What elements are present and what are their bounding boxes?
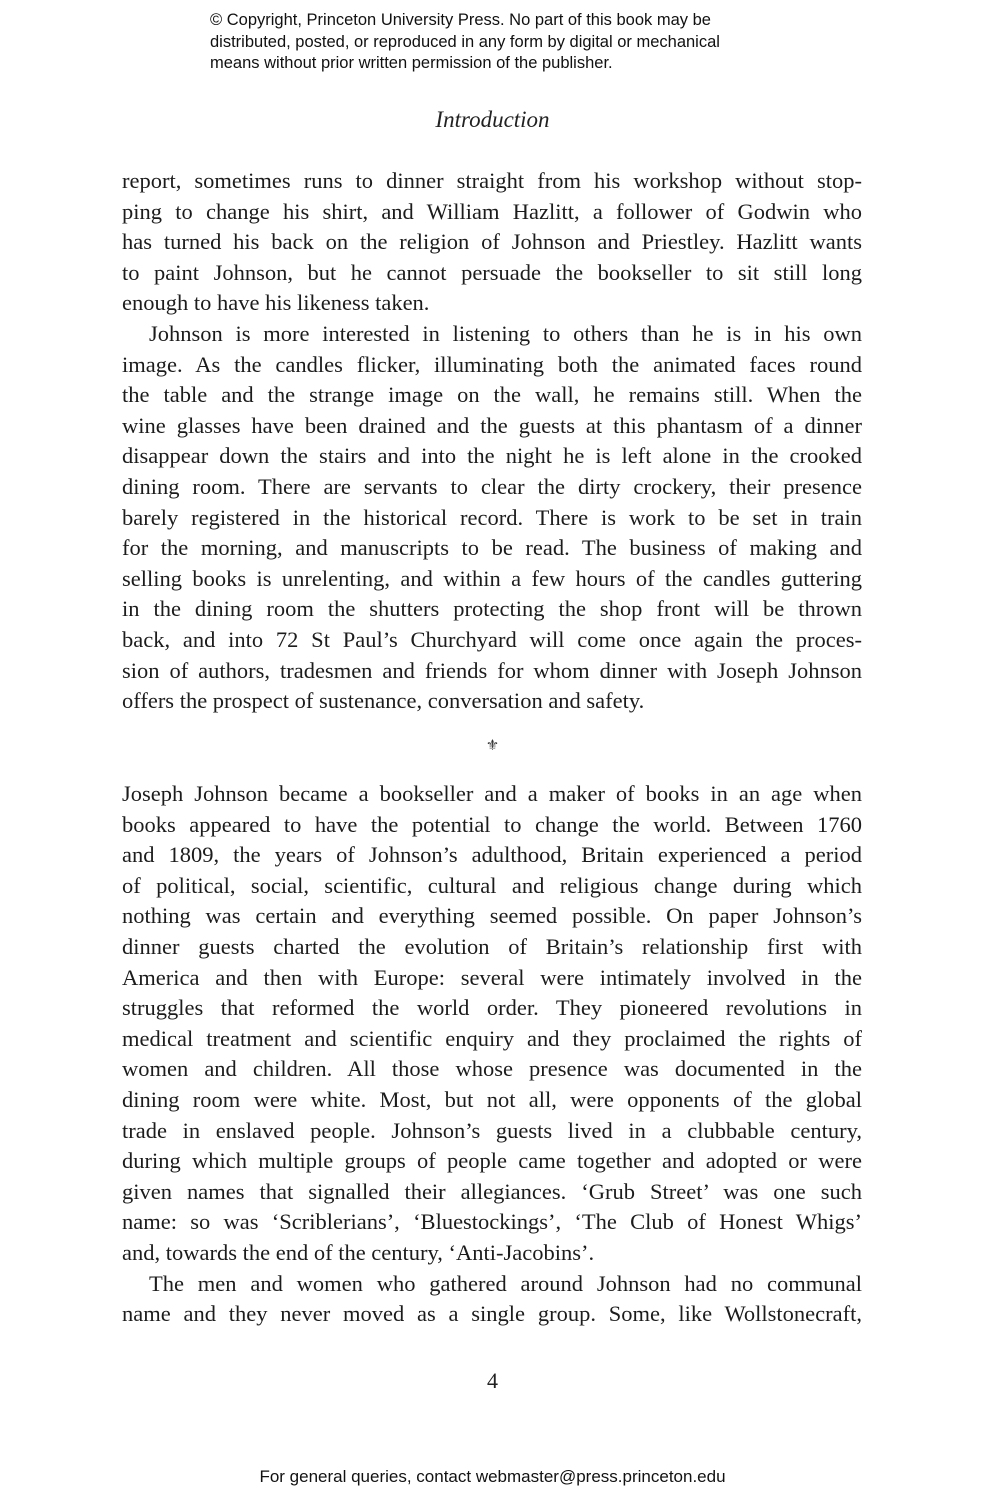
text-line: medical treatment and scientific enquiry and they proclaimed the rights of bbox=[122, 1025, 862, 1051]
text-line: during which multiple groups of people came together and adopted or were bbox=[122, 1148, 862, 1174]
copyright-line: means without prior written permission of the publisher. bbox=[210, 54, 613, 72]
text-line: and, towards the end of the century, ‘Anti-Jacobins’. bbox=[122, 1239, 595, 1265]
copyright-line: distributed, posted, or reproduced in any form by digital or mechanical bbox=[210, 32, 720, 51]
text-line: dining room. There are servants to clear the dirty crockery, their presence bbox=[122, 473, 862, 499]
text-line: has turned his back on the religion of Johnson and Priestley. Hazlitt wants bbox=[122, 229, 862, 255]
text-line: name and they never moved as a single group. Some, like Wollstonecraft, bbox=[122, 1301, 862, 1327]
text-line: barely registered in the historical record. There is work to be set in train bbox=[122, 504, 862, 530]
text-line: for the morning, and manuscripts to be read. The business of making and bbox=[122, 535, 862, 561]
fleuron-divider-icon: ⚜ bbox=[485, 736, 500, 754]
copyright-line: © Copyright, Princeton University Press. No part of this book may be bbox=[210, 11, 711, 29]
body-text-section-1 bbox=[122, 166, 862, 717]
text-line: women and children. All those whose presence was documented in the bbox=[122, 1056, 862, 1082]
footer-contact: For general queries, contact webmaster@press.princeton.edu bbox=[259, 1467, 726, 1486]
text-line: Joseph Johnson became a bookseller and a maker of books in an age when bbox=[122, 781, 862, 806]
text-line: disappear down the stairs and into the night he is left alone in the crooked bbox=[122, 443, 862, 469]
text-line: back, and into 72 St Paul’s Churchyard will come once again the proces- bbox=[122, 626, 862, 652]
text-line: struggles that reformed the world order. They pioneered revolutions in bbox=[122, 995, 862, 1021]
text-line: enough to have his likeness taken. bbox=[122, 290, 430, 316]
text-line: dinner guests charted the evolution of Britain’s relationship first with bbox=[122, 933, 862, 959]
text-line: name: so was ‘Scriblerians’, ‘Bluestockings’, ‘The Club of Honest Whigs’ bbox=[122, 1209, 862, 1235]
text-line: books appeared to have the potential to change the world. Between 1760 bbox=[122, 811, 862, 837]
text-line: nothing was certain and everything seemed possible. On paper Johnson’s bbox=[122, 903, 862, 929]
text-line: selling books is unrelenting, and within a few hours of the candles guttering bbox=[122, 565, 862, 591]
text-line: offers the prospect of sustenance, conversation and safety. bbox=[122, 688, 645, 714]
text-line: ping to change his shirt, and William Hazlitt, a follower of Godwin who bbox=[122, 198, 862, 224]
page-number: 4 bbox=[487, 1368, 498, 1393]
text-line: wine glasses have been drained and the guests at this phantasm of a dinner bbox=[122, 412, 862, 438]
text-line: given names that signalled their allegiances. ‘Grub Street’ was one such bbox=[122, 1178, 862, 1204]
copyright-notice bbox=[210, 10, 810, 75]
text-line: in the dining room the shutters protecting the shop front will be thrown bbox=[122, 596, 862, 622]
text-line: image. As the candles flicker, illuminating both the animated faces round bbox=[122, 351, 862, 377]
text-line: to paint Johnson, but he cannot persuade the bookseller to sit still long bbox=[122, 259, 862, 285]
text-line: trade in enslaved people. Johnson’s guests lived in a clubbable century, bbox=[122, 1117, 862, 1143]
text-line: report, sometimes runs to dinner straight from his workshop without stop- bbox=[122, 168, 862, 193]
text-line: Johnson is more interested in listening to others than he is in his own bbox=[149, 320, 862, 346]
text-line: sion of authors, tradesmen and friends for whom dinner with Joseph Johnson bbox=[122, 657, 862, 683]
running-head: Introduction bbox=[435, 107, 550, 132]
text-line: of political, social, scientific, cultural and religious change during which bbox=[122, 872, 862, 898]
text-line: the table and the strange image on the wall, he remains still. When the bbox=[122, 382, 862, 408]
body-text-section-2 bbox=[122, 779, 862, 1330]
text-line: and 1809, the years of Johnson’s adulthood, Britain experienced a period bbox=[122, 842, 862, 868]
text-line: The men and women who gathered around Johnson had no communal bbox=[149, 1270, 862, 1296]
text-line: dining room were white. Most, but not all, were opponents of the global bbox=[122, 1086, 862, 1112]
text-line: America and then with Europe: several were intimately involved in the bbox=[122, 964, 862, 990]
